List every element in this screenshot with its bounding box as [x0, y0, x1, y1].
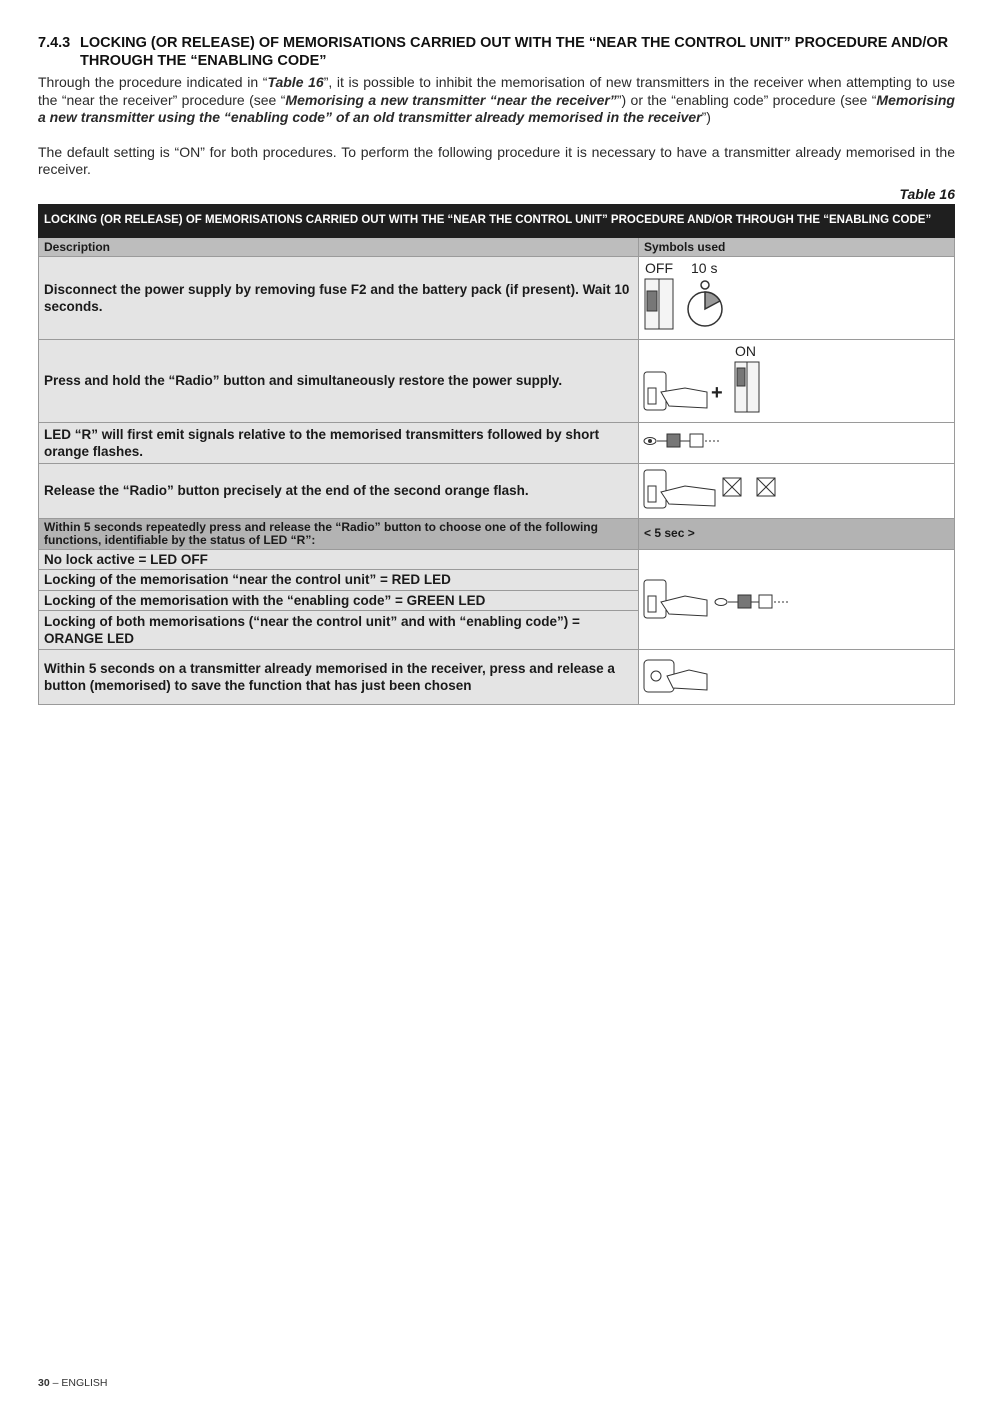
page-number: 30	[38, 1377, 50, 1389]
led-flash-icon	[759, 595, 772, 608]
breaker-off-timer-icon	[639, 257, 944, 336]
column-header-description: Description	[39, 237, 639, 256]
enabling-code-reference[interactable]: Memorising a new transmitter using the “enabling code” of an old transmitter already memorised in the receiver	[38, 91, 955, 125]
step-description: Release the “Radio” button precisely at the end of the second orange flash.	[39, 463, 639, 518]
table-row	[39, 256, 955, 339]
ten-seconds-label: 10 s	[691, 259, 718, 276]
transmitter-button-press-icon	[639, 650, 944, 701]
table-header-row	[39, 237, 955, 256]
step-description: Within 5 seconds repeatedly press and release the “Radio” button to choose one of the following functions, identifiable by the status of LED “R”:	[39, 518, 639, 549]
radio-button-release-icon	[639, 464, 944, 515]
symbol-cell	[639, 339, 955, 422]
near-receiver-reference[interactable]: Memorising a new transmitter “near the receiver”	[285, 91, 617, 108]
stopwatch-icon	[688, 281, 722, 326]
procedure-table	[38, 204, 955, 705]
hand-press-icon	[661, 388, 707, 408]
symbol-cell	[639, 549, 955, 649]
symbol-cell	[639, 422, 955, 463]
table-row	[39, 549, 955, 570]
on-label: ON	[735, 342, 756, 359]
table-title-row	[39, 204, 955, 237]
table-reference-link[interactable]: Table 16	[267, 74, 324, 90]
intro-text: ”, it is possible to inhibit the memorisation of new transmitters in the receiver when attempting to use the “near the receiver” procedure (see “	[38, 74, 956, 108]
off-label: OFF	[645, 259, 673, 276]
option-description: No lock active = LED OFF	[39, 549, 639, 570]
intro-text: Through the procedure indicated in “	[38, 74, 268, 90]
led-off-icon	[738, 595, 751, 608]
step-description: LED “R” will first emit signals relative to the memorised transmitters followed by short orange flashes.	[39, 422, 639, 463]
page-footer	[38, 1377, 107, 1389]
intro-text: ”)	[701, 109, 711, 125]
radio-button-press-power-on-icon	[639, 340, 944, 419]
table-row	[39, 339, 955, 422]
table-row	[39, 518, 955, 549]
document-page	[38, 34, 955, 705]
footer-language: – ENGLISH	[49, 1377, 108, 1389]
table-row	[39, 649, 955, 704]
symbol-cell	[639, 256, 955, 339]
intro-paragraph	[38, 74, 955, 127]
section-number: 7.4.3	[38, 35, 71, 51]
step-description: Press and hold the “Radio” button and simultaneously restore the power supply.	[39, 339, 639, 422]
receiver-icon	[644, 372, 666, 410]
hand-icon	[661, 486, 715, 506]
symbol-cell	[639, 649, 955, 704]
section-title: LOCKING (OR RELEASE) OF MEMORISATIONS CARRIED OUT WITH THE “NEAR THE CONTROL UNIT” PROCEDURE AND/OR THROUGH THE “ENABLING CODE”	[80, 35, 949, 69]
column-header-symbols: Symbols used	[639, 237, 955, 256]
led-flash-icon	[639, 423, 944, 460]
plus-label: +	[711, 381, 723, 404]
eye-icon	[715, 598, 727, 605]
five-seconds-label: < 5 sec >	[639, 518, 955, 549]
hand-icon	[661, 596, 707, 616]
default-setting-paragraph: The default setting is “ON” for both procedures. To perform the following procedure it is necessary to have a transmitter already memorised in the receiver.	[38, 143, 955, 177]
section-heading	[38, 34, 955, 70]
table-caption: Table 16	[899, 185, 955, 202]
option-description: Locking of the memorisation with the “enabling code” = GREEN LED	[39, 590, 639, 611]
intro-text: ”) or the “enabling code” procedure (see “	[616, 91, 877, 108]
led-off-icon	[667, 434, 680, 447]
circuit-breaker-icon	[645, 279, 673, 329]
table-row	[39, 422, 955, 463]
circuit-breaker-on-icon	[735, 362, 759, 412]
option-description: Locking of the memorisation “near the control unit” = RED LED	[39, 570, 639, 591]
step-description: Within 5 seconds on a transmitter already memorised in the receiver, press and release a button (memorised) to save the function that has just been chosen	[39, 649, 639, 704]
led-flash-icon	[690, 434, 703, 447]
table-row	[39, 463, 955, 518]
step-description: Disconnect the power supply by removing fuse F2 and the battery pack (if present). Wait 10 seconds.	[39, 256, 639, 339]
option-description: Locking of both memorisations (“near the control unit” and with “enabling code”) = ORANGE LED	[39, 611, 639, 649]
symbol-cell	[639, 463, 955, 518]
table-title: LOCKING (OR RELEASE) OF MEMORISATIONS CARRIED OUT WITH THE “NEAR THE CONTROL UNIT” PROCEDURE AND/OR THROUGH THE “ENABLING CODE”	[39, 204, 955, 237]
radio-press-led-status-icon	[639, 550, 944, 646]
